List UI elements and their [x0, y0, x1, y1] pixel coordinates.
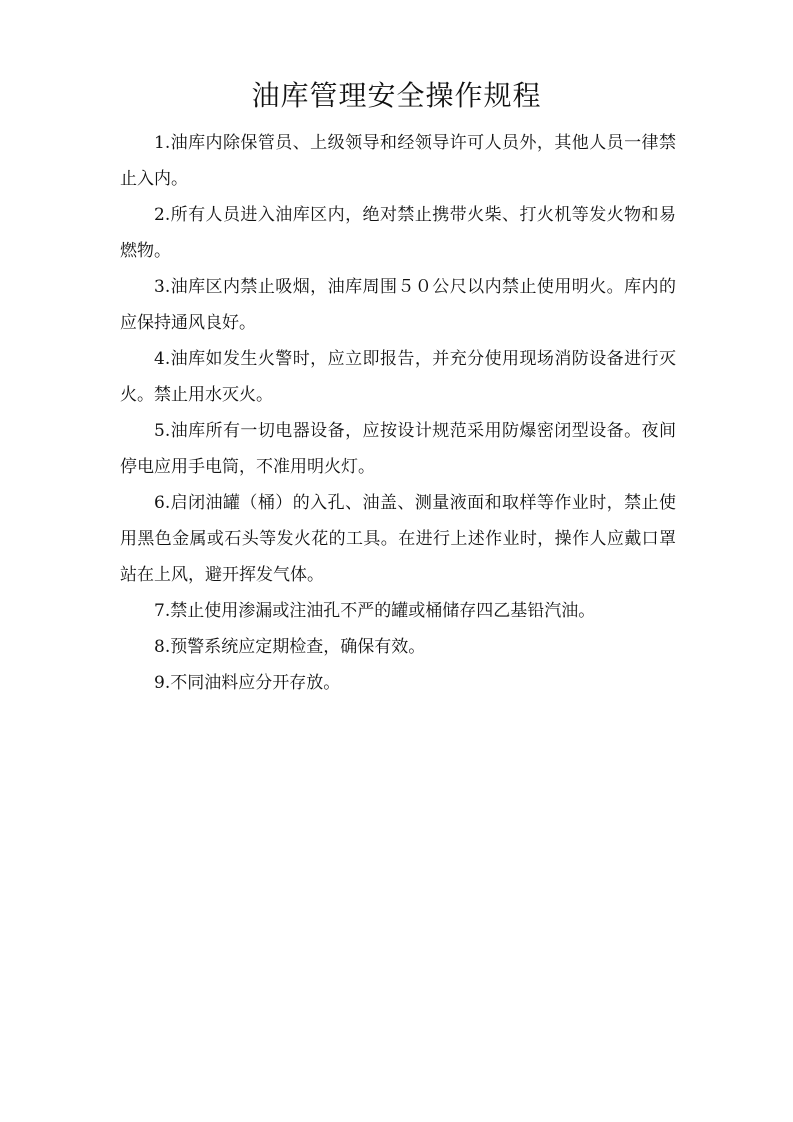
rule-item-3: 3.油库区内禁止吸烟，油库周围５０公尺以内禁止使用明火。库内的应保持通风良好。: [120, 277, 676, 333]
rule-item-4: 4.油库如发生火警时，应立即报告，并充分使用现场消防设备进行灭火。禁止用水灭火。: [120, 349, 676, 405]
rule-item-9: 9.不同油料应分开存放。: [154, 673, 341, 693]
rule-item-7: 7.禁止使用渗漏或注油孔不严的罐或桶储存四乙基铅汽油。: [154, 601, 596, 621]
rule-item-1: 1.油库内除保管员、上级领导和经领导许可人员外，其他人员一律禁止入内。: [120, 133, 676, 189]
document-title: 油库管理安全操作规程: [251, 79, 542, 112]
rule-item-6: 6.启闭油罐（桶）的入孔、油盖、测量液面和取样等作业时，禁止使用黑色金属或石头等发火花的工具。在进行上述作业时，操作人应戴口罩站在上风，避开挥发气体。: [120, 493, 676, 585]
rule-item-8: 8.预警系统应定期检查，确保有效。: [154, 637, 426, 657]
rules-list: [120, 125, 676, 701]
rule-item-5: 5.油库所有一切电器设备，应按设计规范采用防爆密闭型设备。夜间停电应用手电筒，不准用明火灯。: [120, 421, 676, 477]
rule-item-2: 2.所有人员进入油库区内，绝对禁止携带火柴、打火机等发火物和易燃物。: [120, 205, 676, 261]
